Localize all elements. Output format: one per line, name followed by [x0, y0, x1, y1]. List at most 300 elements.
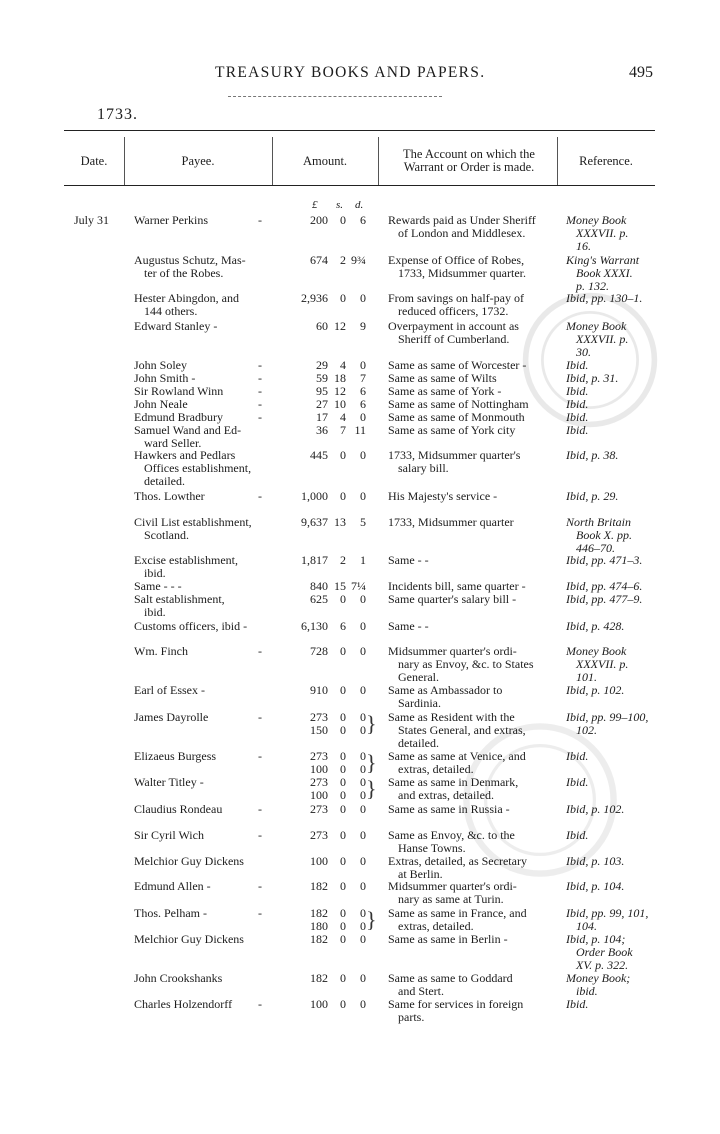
amount-pence: 0: [360, 906, 366, 920]
amount-pounds: 1,000: [301, 489, 328, 503]
row-leader: -: [258, 358, 262, 372]
row-payee: [134, 880, 264, 893]
account-line: reduced officers, 1732.: [398, 304, 509, 318]
account-line: Same for services in foreign: [388, 997, 524, 1011]
reference-line: Ibid, p. 102.: [566, 802, 625, 816]
account-line: extras, detailed.: [398, 762, 474, 776]
reference-line: North Britain: [566, 515, 632, 529]
payee-line: Offices establishment, detailed.: [144, 461, 252, 488]
payee-line: Edward Stanley -: [134, 319, 218, 333]
amount-shillings: 6: [340, 619, 346, 633]
account-line: Same as same in France, and: [388, 906, 527, 920]
row-payee: [134, 593, 264, 619]
amount-shillings: 0: [340, 448, 346, 462]
year-heading: 1733.: [97, 106, 138, 123]
amount-shillings: 0: [340, 906, 346, 920]
amount-pounds: 273: [310, 828, 328, 842]
amount-pence: 5: [360, 515, 366, 529]
amount-shillings: 0: [340, 291, 346, 305]
amount-pence: 0: [360, 932, 366, 946]
reference-line: 446–70.: [576, 541, 615, 555]
row-account: [388, 803, 551, 816]
payee-line: Sir Cyril Wich: [134, 828, 204, 842]
amount-shillings: 4: [340, 358, 346, 372]
amount-pence: 0: [360, 358, 366, 372]
row-account: [388, 998, 551, 1024]
row-payee: [134, 516, 264, 542]
row-leader: -: [258, 749, 262, 763]
reference-line: 104.: [576, 919, 597, 933]
amount-pounds: 273: [310, 749, 328, 763]
payee-line: Sir Rowland Winn: [134, 384, 224, 398]
payee-line: Customs officers, ibid -: [134, 619, 248, 633]
account-line: Same as same to Goddard: [388, 971, 513, 985]
row-reference: [566, 684, 660, 697]
table-top-rule: [64, 130, 655, 131]
amount-shillings: 0: [340, 762, 346, 776]
payee-line: John Soley: [134, 358, 188, 372]
col-header-amount: Amount.: [302, 153, 348, 168]
amount-pence: 0: [360, 710, 366, 724]
amount-pounds: 182: [310, 971, 328, 985]
reference-line: 30.: [576, 345, 591, 359]
amount-pounds: 17: [316, 410, 328, 424]
row-payee: [134, 449, 264, 488]
account-line: extras, detailed.: [398, 919, 474, 933]
reference-line: Book XXXI.: [576, 266, 633, 280]
row-reference: [566, 620, 660, 633]
row-reference: [566, 490, 660, 503]
row-account: [388, 320, 551, 346]
col-header-reference: Reference.: [579, 153, 633, 168]
reference-line: Ibid, p. 102.: [566, 683, 625, 697]
reference-line: Ibid.: [566, 749, 589, 763]
row-payee: [134, 214, 264, 227]
account-line: Expense of Office of Robes,: [388, 253, 525, 267]
unit-pence: d.: [355, 199, 364, 211]
amount-shillings: 0: [340, 723, 346, 737]
amount-pounds: 100: [310, 997, 328, 1011]
amount-shillings: 13: [334, 515, 346, 529]
amount-pence: 0: [360, 971, 366, 985]
account-line: His Majesty's service -: [388, 489, 498, 503]
amount-pounds: 2,936: [301, 291, 328, 305]
amount-pence: 0: [360, 762, 366, 776]
amount-pounds: 182: [310, 879, 328, 893]
reference-line: Ibid, pp. 99–100,: [566, 710, 649, 724]
reference-line: Ibid.: [566, 397, 589, 411]
reference-line: 101.: [576, 670, 597, 684]
reference-line: Ibid.: [566, 358, 589, 372]
row-reference: [566, 645, 660, 684]
row-payee: [134, 998, 264, 1011]
payee-line: John Smith -: [134, 371, 196, 385]
amount-pence: 0: [360, 644, 366, 658]
amount-pence: 0: [360, 448, 366, 462]
row-account: [388, 933, 551, 946]
amount-pounds: 200: [310, 213, 328, 227]
row-account: [388, 855, 551, 881]
amount-shillings: 0: [340, 802, 346, 816]
reference-line: Money Book: [566, 644, 627, 658]
amount-shillings: 4: [340, 410, 346, 424]
account-line: Same as same of Worcester -: [388, 358, 527, 372]
payee-line: Samuel Wand and Ed-: [134, 423, 242, 437]
amount-pence: 0: [360, 854, 366, 868]
row-leader: -: [258, 213, 262, 227]
payee-line: Edmund Bradbury: [134, 410, 223, 424]
row-leader: -: [258, 410, 262, 424]
reference-line: Money Book;: [566, 971, 631, 985]
row-account: [388, 593, 551, 606]
amount-pence: 0: [360, 291, 366, 305]
reference-line: ibid.: [576, 984, 598, 998]
row-payee: [134, 855, 264, 868]
account-line: and Stert.: [398, 984, 444, 998]
payee-line: Melchior Guy Dickens: [134, 932, 244, 946]
row-payee: [134, 490, 264, 503]
row-reference: [566, 711, 660, 737]
amount-shillings: 0: [340, 854, 346, 868]
amount-pounds: 910: [310, 683, 328, 697]
amount-pounds: 60: [316, 319, 328, 333]
amount-pounds: 445: [310, 448, 328, 462]
account-line: Same as same of Wilts: [388, 371, 497, 385]
page-number: 495: [629, 64, 653, 81]
amount-pounds: 273: [310, 775, 328, 789]
account-line: From savings on half-pay of: [388, 291, 524, 305]
row-account: [388, 829, 551, 855]
row-payee: [134, 254, 264, 280]
row-reference: [566, 449, 660, 462]
payee-line: ibid.: [144, 566, 166, 580]
row-payee: [134, 972, 264, 985]
amount-shillings: 0: [340, 788, 346, 802]
col-header-payee: Payee.: [181, 153, 215, 168]
amount-pence: 0: [360, 749, 366, 763]
account-line: Extras, detailed, as Secretary: [388, 854, 527, 868]
row-leader: -: [258, 644, 262, 658]
account-line: 1733, Midsummer quarter.: [398, 266, 526, 280]
account-line: Same as same of York city: [388, 423, 516, 437]
row-account: [388, 972, 551, 998]
row-reference: [566, 554, 660, 567]
account-line: Same as same of Nottingham: [388, 397, 529, 411]
payee-line: Claudius Rondeau: [134, 802, 223, 816]
row-account: [388, 424, 551, 437]
row-reference: [566, 998, 660, 1011]
amount-brace: }: [366, 776, 377, 801]
amount-pence: 0: [360, 619, 366, 633]
reference-line: Ibid, pp. 477–9.: [566, 592, 643, 606]
amount-pounds: 150: [310, 723, 328, 737]
reference-line: Ibid, pp. 474–6.: [566, 579, 643, 593]
amount-brace: }: [366, 750, 377, 775]
amount-pence: 0: [360, 683, 366, 697]
account-line: Same as same in Denmark,: [388, 775, 519, 789]
payee-line: Warner Perkins: [134, 213, 209, 227]
reference-line: XV. p. 322.: [576, 958, 629, 972]
row-reference: [566, 855, 660, 868]
amount-shillings: 2: [340, 553, 346, 567]
amount-shillings: 0: [340, 775, 346, 789]
reference-line: Ibid, p. 104;: [566, 932, 626, 946]
table-header-rule: [64, 185, 655, 186]
amount-pence: 0: [360, 489, 366, 503]
col-header-account: The Account on which the Warrant or Order is made.: [403, 147, 535, 174]
amount-pounds: 9,637: [301, 515, 328, 529]
row-reference: [566, 424, 660, 437]
amount-pounds: 27: [316, 397, 328, 411]
account-line: and extras, detailed.: [398, 788, 494, 802]
payee-line: ward Seller.: [144, 436, 202, 450]
amount-pence: 0: [360, 919, 366, 933]
unit-pounds: £: [312, 199, 318, 211]
amount-pounds: 273: [310, 710, 328, 724]
amount-shillings: 0: [340, 828, 346, 842]
reference-line: Ibid.: [566, 828, 589, 842]
row-payee: [134, 320, 264, 333]
amount-pounds: 273: [310, 802, 328, 816]
amount-pence: 0: [360, 723, 366, 737]
row-reference: [566, 320, 660, 359]
amount-pence: 7¼: [351, 579, 366, 593]
running-title: TREASURY BOOKS AND PAPERS.: [215, 64, 486, 81]
amount-shillings: 0: [340, 213, 346, 227]
payee-line: Augustus Schutz, Mas-: [134, 253, 246, 267]
account-line: States General, and extras, detailed.: [398, 723, 526, 750]
payee-line: Hester Abingdon, and: [134, 291, 239, 305]
amount-shillings: 0: [340, 879, 346, 893]
account-line: Same as Envoy, &c. to the: [388, 828, 515, 842]
row-account: [388, 214, 551, 240]
account-line: Rewards paid as Under Sheriff: [388, 213, 536, 227]
amount-pence: 0: [360, 879, 366, 893]
reference-line: Ibid, p. 29.: [566, 489, 619, 503]
amount-shillings: 18: [334, 371, 346, 385]
row-account: [388, 292, 551, 318]
amount-pounds: 100: [310, 762, 328, 776]
amount-shillings: 2: [340, 253, 346, 267]
reference-line: Ibid, pp. 130–1.: [566, 291, 643, 305]
reference-line: XXXVII. p.: [576, 332, 629, 346]
header-ornament-rule: [228, 96, 442, 97]
payee-line: Walter Titley -: [134, 775, 204, 789]
row-leader: -: [258, 879, 262, 893]
reference-line: XXXVII. p.: [576, 657, 629, 671]
reference-line: Ibid, pp. 99, 101,: [566, 906, 649, 920]
account-line: Same as same in Russia -: [388, 802, 510, 816]
amount-pounds: 36: [316, 423, 328, 437]
payee-line: Elizaeus Burgess: [134, 749, 217, 763]
row-account: [388, 490, 551, 503]
row-leader: -: [258, 384, 262, 398]
reference-line: 16.: [576, 239, 591, 253]
account-line: Incidents bill, same quarter -: [388, 579, 526, 593]
account-line: Same - -: [388, 619, 429, 633]
amount-pounds: 840: [310, 579, 328, 593]
account-line: Same as Ambassador to: [388, 683, 503, 697]
account-line: Midsummer quarter's ordi-: [388, 644, 517, 658]
payee-line: James Dayrolle: [134, 710, 209, 724]
row-reference: [566, 750, 660, 763]
amount-pence: 7: [360, 371, 366, 385]
account-line: nary as Envoy, &c. to States General.: [398, 657, 534, 684]
row-payee: [134, 292, 264, 318]
payee-line: John Crookshanks: [134, 971, 223, 985]
amount-pence: 0: [360, 828, 366, 842]
amount-pounds: 674: [310, 253, 328, 267]
payee-line: ibid.: [144, 605, 166, 619]
payee-line: Earl of Essex -: [134, 683, 205, 697]
amount-pounds: 95: [316, 384, 328, 398]
row-reference: [566, 803, 660, 816]
row-account: [388, 880, 551, 906]
payee-line: Wm. Finch: [134, 644, 188, 658]
unit-shillings: s.: [336, 199, 344, 211]
amount-pounds: 182: [310, 932, 328, 946]
row-leader: -: [258, 828, 262, 842]
amount-pounds: 6,130: [301, 619, 328, 633]
row-leader: -: [258, 997, 262, 1011]
row-reference: [566, 593, 660, 606]
payee-line: Edmund Allen -: [134, 879, 211, 893]
row-payee: [134, 645, 264, 658]
row-reference: [566, 214, 660, 253]
amount-brace: }: [366, 907, 377, 932]
amount-pence: 0: [360, 592, 366, 606]
row-payee: [134, 776, 264, 789]
reference-line: XXXVII. p.: [576, 226, 629, 240]
row-leader: -: [258, 906, 262, 920]
reference-line: Ibid, p. 31.: [566, 371, 619, 385]
row-leader: -: [258, 397, 262, 411]
row-reference: [566, 880, 660, 893]
row-payee: [134, 907, 264, 920]
amount-pence: 1: [360, 553, 366, 567]
amount-shillings: 0: [340, 489, 346, 503]
row-reference: [566, 933, 660, 972]
amount-shillings: 12: [334, 384, 346, 398]
row-payee: [134, 554, 264, 580]
account-line: 1733, Midsummer quarter: [388, 515, 514, 529]
column-divider: [378, 137, 379, 185]
reference-line: Book X. pp.: [576, 528, 632, 542]
account-line: Same quarter's salary bill -: [388, 592, 517, 606]
account-line: Same as same of York -: [388, 384, 502, 398]
account-line: Same - -: [388, 553, 429, 567]
account-line: nary as same at Turin.: [398, 892, 504, 906]
reference-line: Ibid.: [566, 410, 589, 424]
row-reference: [566, 907, 660, 933]
reference-line: Money Book: [566, 319, 627, 333]
amount-pence: 6: [360, 384, 366, 398]
amount-pounds: 180: [310, 919, 328, 933]
amount-shillings: 0: [340, 592, 346, 606]
row-reference: [566, 516, 660, 555]
row-reference: [566, 254, 660, 293]
amount-pounds: 182: [310, 906, 328, 920]
account-line: Hanse Towns.: [398, 841, 466, 855]
reference-line: p. 132.: [576, 279, 609, 293]
amount-pence: 6: [360, 397, 366, 411]
row-account: [388, 554, 551, 567]
amount-pence: 9¾: [351, 253, 366, 267]
reference-line: King's Warrant: [566, 253, 640, 267]
amount-shillings: 7: [340, 423, 346, 437]
payee-line: Melchior Guy Dickens: [134, 854, 244, 868]
payee-line: Hawkers and Pedlars: [134, 448, 236, 462]
account-line: of London and Middlesex.: [398, 226, 526, 240]
reference-line: Money Book: [566, 213, 627, 227]
amount-pence: 6: [360, 213, 366, 227]
amount-shillings: 10: [334, 397, 346, 411]
amount-pence: 9: [360, 319, 366, 333]
row-leader: -: [258, 371, 262, 385]
amount-shillings: 15: [334, 579, 346, 593]
row-payee: [134, 620, 264, 633]
account-line: Same as same in Berlin -: [388, 932, 508, 946]
row-payee: [134, 829, 264, 842]
amount-shillings: 0: [340, 644, 346, 658]
account-line: Sheriff of Cumberland.: [398, 332, 510, 346]
account-line: 1733, Midsummer quarter's: [388, 448, 521, 462]
amount-pence: 0: [360, 788, 366, 802]
row-account: [388, 620, 551, 633]
amount-shillings: 0: [340, 683, 346, 697]
amount-pence: 11: [354, 423, 366, 437]
payee-line: Thos. Pelham -: [134, 906, 207, 920]
account-line: Same as same of Monmouth: [388, 410, 525, 424]
row-date: July 31: [74, 213, 110, 227]
row-account: [388, 776, 551, 802]
row-leader: -: [258, 802, 262, 816]
reference-line: Ibid, p. 104.: [566, 879, 625, 893]
row-payee: [134, 424, 264, 450]
payee-line: Civil List establishment,: [134, 515, 252, 529]
amount-shillings: 0: [340, 971, 346, 985]
row-payee: [134, 750, 264, 763]
amount-pence: 0: [360, 775, 366, 789]
col-header-date: Date.: [80, 153, 108, 168]
amount-pounds: 100: [310, 854, 328, 868]
amount-pounds: 100: [310, 788, 328, 802]
account-line: Same as same at Venice, and: [388, 749, 526, 763]
account-line: Overpayment in account as: [388, 319, 519, 333]
reference-line: Order Book: [576, 945, 633, 959]
amount-pence: 0: [360, 410, 366, 424]
payee-line: 144 others.: [144, 304, 198, 318]
reference-line: 102.: [576, 723, 597, 737]
reference-line: Ibid, p. 38.: [566, 448, 619, 462]
payee-line: John Neale: [134, 397, 188, 411]
row-account: [388, 711, 551, 750]
amount-pence: 0: [360, 997, 366, 1011]
account-line: Sardinia.: [398, 696, 441, 710]
payee-line: ter of the Robes.: [144, 266, 224, 280]
account-line: parts.: [398, 1010, 425, 1024]
amount-pounds: 59: [316, 371, 328, 385]
amount-pence: 0: [360, 802, 366, 816]
row-account: [388, 907, 551, 933]
amount-shillings: 0: [340, 749, 346, 763]
payee-line: Scotland.: [144, 528, 189, 542]
amount-shillings: 0: [340, 997, 346, 1011]
reference-line: Ibid, pp. 471–3.: [566, 553, 643, 567]
payee-line: Thos. Lowther: [134, 489, 205, 503]
amount-brace: }: [366, 711, 377, 736]
amount-pounds: 625: [310, 592, 328, 606]
